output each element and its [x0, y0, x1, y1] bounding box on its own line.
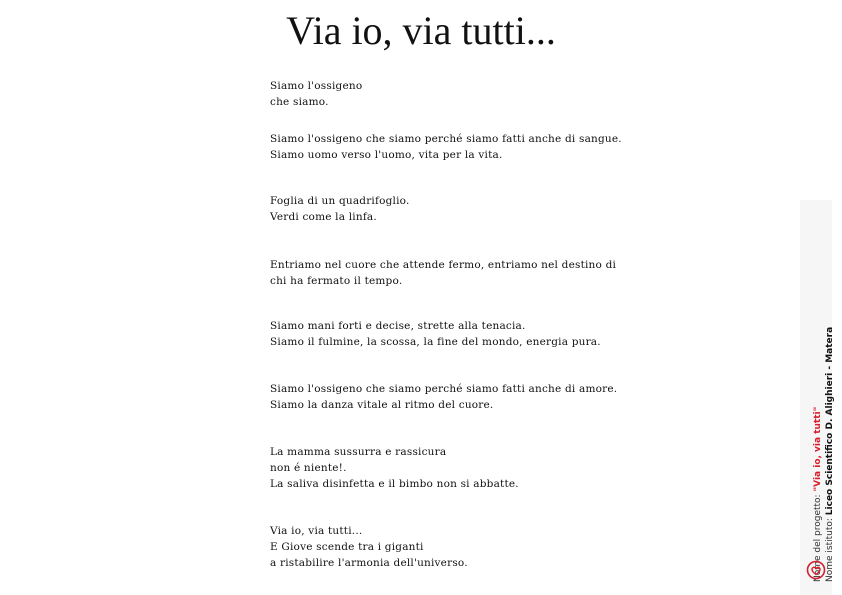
- poem-line: Siamo l'ossigeno che siamo perché siamo fatti anche di sangue.: [270, 133, 622, 145]
- project-credit: [812, 327, 836, 582]
- stanza-4: [270, 257, 690, 289]
- school-name: Liceo Scientifico D. Alighieri - Matera: [825, 326, 835, 516]
- stanza-7: [270, 444, 690, 492]
- poem-line: non é niente!.: [270, 462, 347, 474]
- poem-line: Verdi come la linfa.: [270, 211, 377, 223]
- heart-logo-icon: [806, 560, 826, 580]
- poem-line: Via io, via tutti...: [270, 525, 363, 537]
- stanza-5: [270, 318, 690, 350]
- poem-line: a ristabilire l'armonia dell'universo.: [270, 557, 468, 569]
- poem-line: La saliva disinfetta e il bimbo non si abbatte.: [270, 478, 519, 490]
- school-label: Nome istituto:: [825, 515, 835, 582]
- page-title: Via io, via tutti...: [286, 8, 556, 53]
- poem-line: Siamo uomo verso l'uomo, vita per la vita.: [270, 149, 503, 161]
- poem-line: Siamo il fulmine, la scossa, la fine del mondo, energia pura.: [270, 336, 601, 348]
- stanza-2: [270, 131, 690, 163]
- poem-line: Siamo l'ossigeno: [270, 80, 363, 92]
- poem-line: Foglia di un quadrifoglio.: [270, 195, 410, 207]
- poem-line: Siamo l'ossigeno che siamo perché siamo fatti anche di amore.: [270, 383, 618, 395]
- stanza-6: [270, 381, 690, 413]
- project-row: [812, 327, 824, 582]
- stanza-3: [270, 193, 690, 225]
- poem-line: E Giove scende tra i giganti: [270, 541, 424, 553]
- stanza-1: [270, 78, 690, 110]
- school-row: [824, 327, 836, 582]
- poem-line: Entriamo nel cuore che attende fermo, entriamo nel destino di: [270, 259, 617, 271]
- poem-line: Siamo mani forti e decise, strette alla tenacia.: [270, 320, 526, 332]
- poem-line: che siamo.: [270, 96, 329, 108]
- poem-line: Siamo la danza vitale al ritmo del cuore.: [270, 399, 494, 411]
- stanza-8: [270, 523, 690, 571]
- project-name: "Via io, via tutti": [813, 406, 823, 492]
- project-label: Nome del progetto:: [813, 491, 823, 582]
- poem-line: chi ha fermato il tempo.: [270, 275, 403, 287]
- poem-line: La mamma sussurra e rassicura: [270, 446, 447, 458]
